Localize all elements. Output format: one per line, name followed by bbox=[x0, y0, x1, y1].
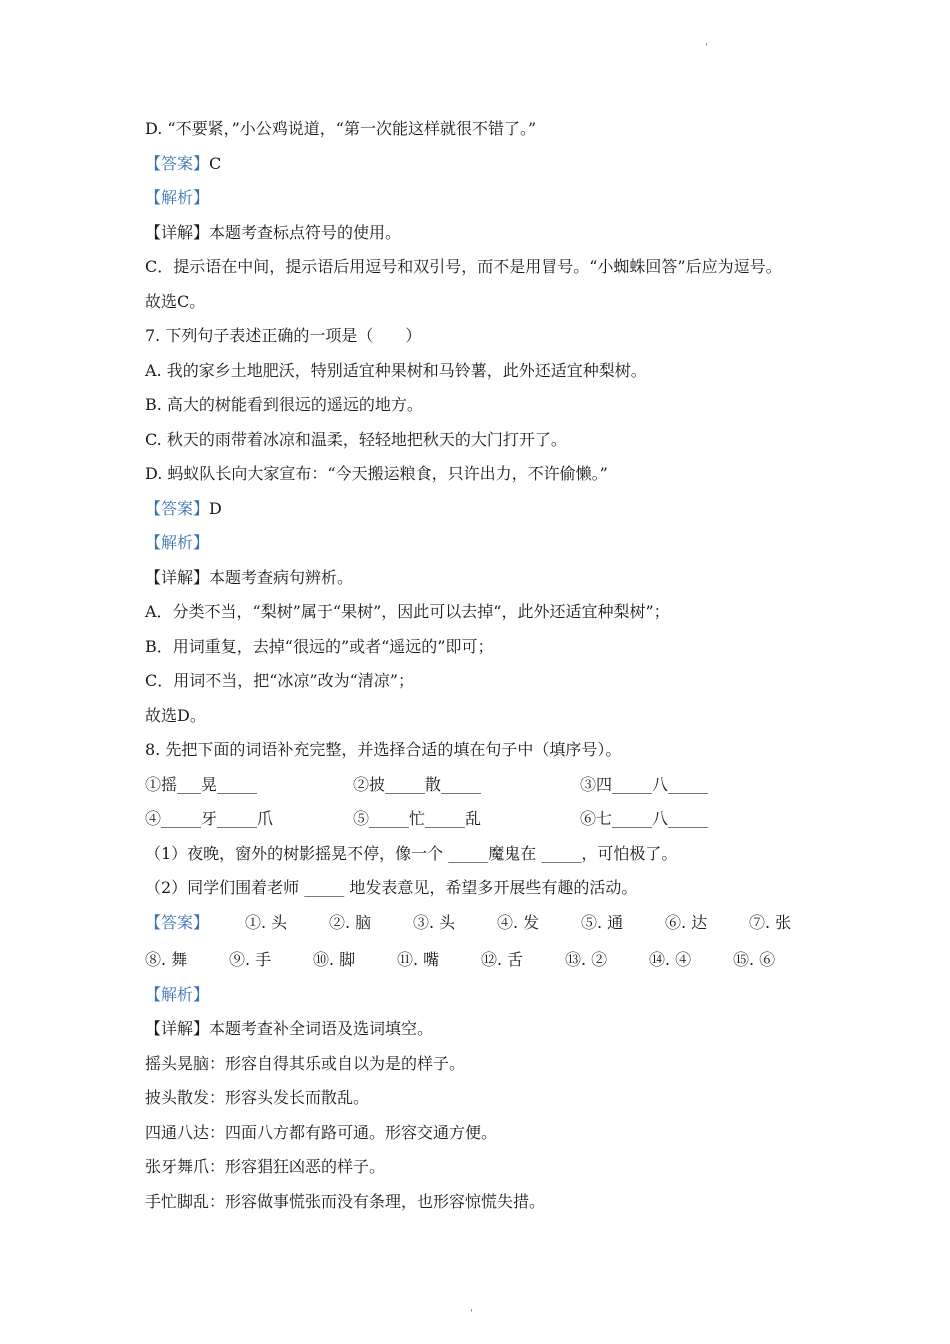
q7-explanation-c: C．用词不当，把“冰凉”改为“清凉”； bbox=[145, 671, 414, 690]
q8-sentence-2: （2）同学们围着老师 _____ 地发表意见，希望多开展些有趣的活动。 bbox=[145, 878, 638, 897]
word-blank: ⑥七_____八_____ bbox=[580, 809, 709, 828]
answer-item: ⑬. ② bbox=[565, 950, 608, 969]
q8-words-row2 bbox=[145, 809, 708, 829]
q6-detail: 【详解】本题考查标点符号的使用。 bbox=[145, 223, 402, 242]
word-blank: ④_____牙_____爪 bbox=[145, 809, 274, 828]
header-dot: ˌ bbox=[705, 36, 708, 47]
q6-conclusion: 故选C。 bbox=[145, 292, 206, 311]
answer-tag: 【答案】 bbox=[145, 499, 210, 518]
q7-explanation-b: B．用词重复，去掉“很远的”或者“遥远的”即可； bbox=[145, 637, 494, 656]
q6-answer bbox=[145, 154, 221, 174]
answer-item: ⑧. 舞 bbox=[145, 950, 188, 969]
q7-option-a: A. 我的家乡土地肥沃，特别适宜种果树和马铃薯，此外还适宜种梨树。 bbox=[145, 361, 647, 380]
answer-item: ⑦. 张 bbox=[749, 913, 792, 932]
answer-item: ②. 脑 bbox=[329, 913, 372, 932]
q7-detail: 【详解】本题考查病句辨析。 bbox=[145, 568, 354, 587]
answer-item: ⑫. 舌 bbox=[481, 950, 524, 969]
answer-item: ⑩. 脚 bbox=[313, 950, 356, 969]
q8-explanation-5: 手忙脚乱：形容做事慌张而没有条理，也形容惊慌失措。 bbox=[145, 1192, 546, 1211]
q8-words-row1 bbox=[145, 775, 708, 795]
q7-conclusion: 故选D。 bbox=[145, 706, 206, 725]
answer-item: ④. 发 bbox=[497, 913, 540, 932]
q8-explanation-4: 张牙舞爪：形容猖狂凶恶的样子。 bbox=[145, 1157, 386, 1176]
q8-analysis-tag: 【解析】 bbox=[145, 985, 210, 1004]
answer-item: ⑭. ④ bbox=[649, 950, 692, 969]
q7-explanation-a: A．分类不当，“梨树”属于“果树”，因此可以去掉“，此外还适宜种梨树”； bbox=[145, 602, 670, 621]
answer-item: ⑤. 通 bbox=[581, 913, 624, 932]
answer-tag: 【答案】 bbox=[145, 154, 210, 173]
q7-answer bbox=[145, 499, 222, 519]
answer-item: ⑥. 达 bbox=[665, 913, 708, 932]
q7-option-d: D. 蚂蚁队长向大家宣布：“今天搬运粮食，只许出力，不许偷懒。” bbox=[145, 464, 608, 483]
q6-analysis-tag: 【解析】 bbox=[145, 188, 210, 207]
answer-item: ①. 头 bbox=[245, 913, 288, 932]
word-blank: ②披_____散_____ bbox=[353, 775, 482, 794]
q6-explanation-c: C．提示语在中间，提示语后用逗号和双引号，而不是用冒号。“小蜘蛛回答”后应为逗号。 bbox=[145, 257, 782, 276]
q6-option-d: D. “不要紧，”小公鸡说道，“第一次能这样就很不错了。” bbox=[145, 119, 537, 138]
answer-value: C bbox=[209, 154, 222, 173]
answer-value: D bbox=[209, 499, 222, 518]
footer-dot: ˌ bbox=[470, 1302, 473, 1313]
q8-detail: 【详解】本题考查补全词语及选词填空。 bbox=[145, 1019, 434, 1038]
q7-analysis-tag: 【解析】 bbox=[145, 533, 210, 552]
q8-answer-row2 bbox=[145, 950, 775, 970]
q8-stem: 8. 先把下面的词语补充完整，并选择合适的填在句子中（填序号）。 bbox=[145, 740, 622, 759]
word-blank: ③四_____八_____ bbox=[580, 775, 709, 794]
q8-sentence-1: （1）夜晚，窗外的树影摇晃不停，像一个 _____魔鬼在 _____，可怕极了。 bbox=[145, 844, 678, 863]
answer-item: ⑮. ⑥ bbox=[733, 950, 776, 969]
word-blank: ①摇___晃_____ bbox=[145, 775, 258, 794]
word-blank: ⑤_____忙_____乱 bbox=[353, 809, 482, 828]
q8-explanation-1: 摇头晃脑：形容自得其乐或自以为是的样子。 bbox=[145, 1054, 466, 1073]
q7-stem: 7. 下列句子表述正确的一项是（ ） bbox=[145, 326, 422, 345]
q8-explanation-3: 四通八达：四面八方都有路可通。形容交通方便。 bbox=[145, 1123, 498, 1142]
answer-item: ③. 头 bbox=[413, 913, 456, 932]
q7-option-c: C. 秋天的雨带着冰凉和温柔，轻轻地把秋天的大门打开了。 bbox=[145, 430, 567, 449]
answer-item: ⑨. 手 bbox=[229, 950, 272, 969]
q8-answer-row1 bbox=[145, 913, 791, 933]
answer-item: ⑪. 嘴 bbox=[397, 950, 440, 969]
q7-option-b: B. 高大的树能看到很远的遥远的地方。 bbox=[145, 395, 423, 414]
answer-tag: 【答案】 bbox=[145, 913, 210, 932]
q8-explanation-2: 披头散发：形容头发长而散乱。 bbox=[145, 1088, 370, 1107]
